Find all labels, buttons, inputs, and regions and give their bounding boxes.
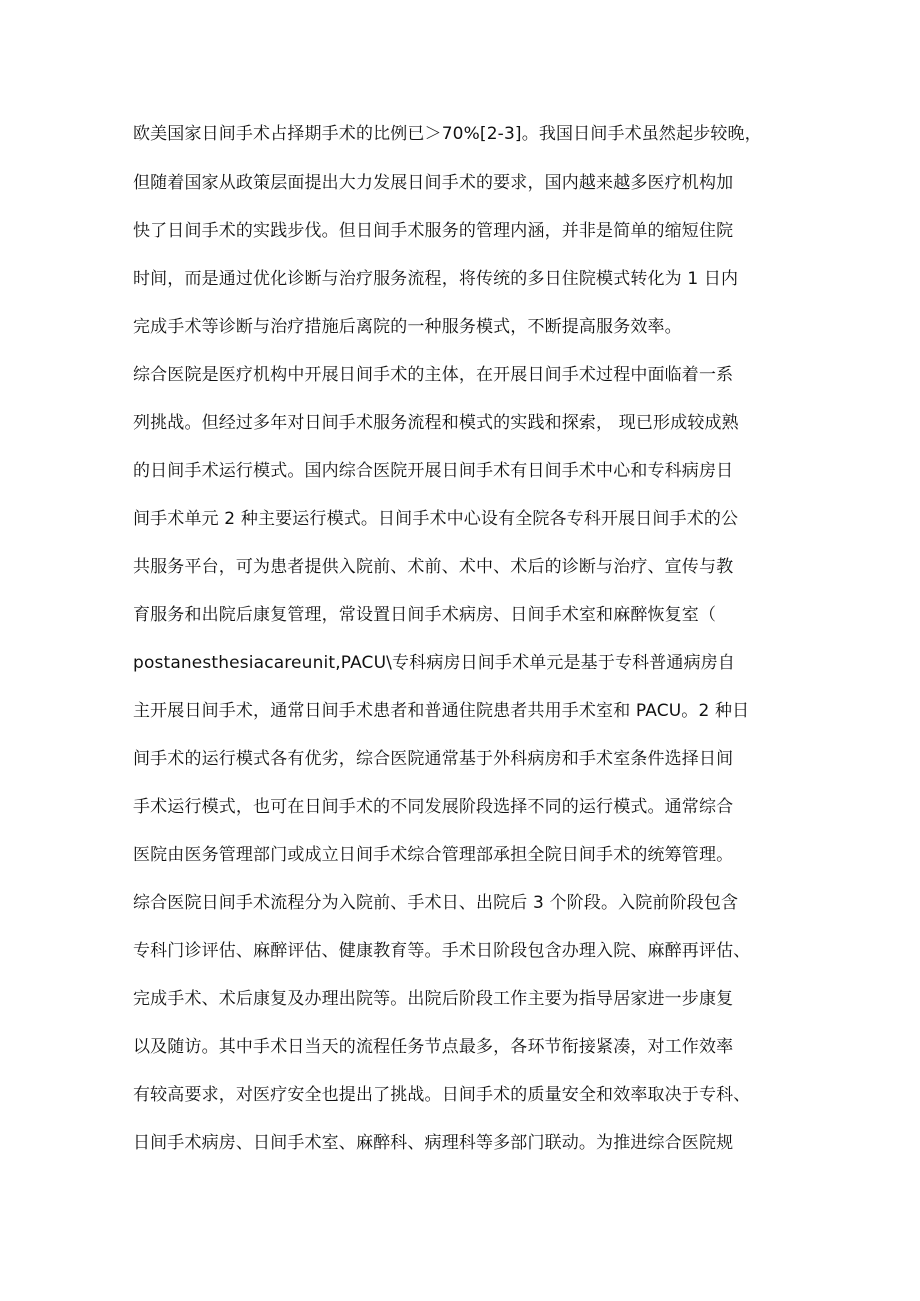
- text-line: 主开展日间手术，通常日间手术患者和普通住院患者共用手术室和 PACU。2 种日: [133, 701, 750, 721]
- text-line: 但随着国家从政策层面提出大力发展日间手术的要求，国内越来越多医疗机构加: [133, 173, 734, 193]
- text-line: 间手术的运行模式各有优劣，综合医院通常基于外科病房和手术室条件选择日间: [133, 749, 734, 769]
- text-line: 手术运行模式，也可在日间手术的不同发展阶段选择不同的运行模式。通常综合: [133, 797, 734, 817]
- text-line: 综合医院是医疗机构中开展日间手术的主体，在开展日间手术过程中面临着一系: [133, 365, 734, 385]
- text-line: 完成手术、术后康复及办理出院等。出院后阶段工作主要为指导居家进一步康复: [133, 989, 734, 1009]
- text-line: 医院由医务管理部门或成立日间手术综合管理部承担全院日间手术的统筹管理。: [133, 845, 734, 865]
- text-line: 快了日间手术的实践步伐。但日间手术服务的管理内涵，并非是简单的缩短住院: [133, 221, 734, 241]
- text-line: 专科门诊评估、麻醉评估、健康教育等。手术日阶段包含办理入院、麻醉再评估、: [133, 941, 751, 961]
- text-line: 日间手术病房、日间手术室、麻醉科、病理科等多部门联动。为推进综合医院规: [133, 1133, 734, 1153]
- text-line: 以及随访。其中手术日当天的流程任务节点最多，各环节衔接紧凑，对工作效率: [133, 1037, 734, 1057]
- text-line: postanesthesiacareunit,PACU\专科病房日间手术单元是基于专科普通病房自: [133, 653, 736, 673]
- text-line: 间手术单元 2 种主要运行模式。日间手术中心设有全院各专科开展日间手术的公: [133, 509, 739, 529]
- text-line: 共服务平台，可为患者提供入院前、术前、术中、术后的诊断与治疗、宣传与教: [133, 557, 734, 577]
- text-line: 有较高要求，对医疗安全也提出了挑战。日间手术的质量安全和效率取决于专科、: [133, 1085, 751, 1105]
- text-line: 时间，而是通过优化诊断与治疗服务流程，将传统的多日住院模式转化为 1 日内: [133, 269, 739, 289]
- text-line: 列挑战。但经过多年对日间手术服务流程和模式的实践和探索， 现已形成较成熟: [133, 413, 739, 433]
- text-line: 完成手术等诊断与治疗措施后离院的一种服务模式，不断提高服务效率。: [133, 317, 682, 337]
- text-line: 综合医院日间手术流程分为入院前、手术日、出院后 3 个阶段。入院前阶段包含: [133, 893, 739, 913]
- text-line: 欧美国家日间手术占择期手术的比例已＞70%[2-3]。我国日间手术虽然起步较晚，: [133, 124, 762, 144]
- text-line: 的日间手术运行模式。国内综合医院开展日间手术有日间手术中心和专科病房日: [133, 461, 734, 481]
- text-line: 育服务和出院后康复管理，常设置日间手术病房、日间手术室和麻醉恢复室（: [133, 605, 717, 625]
